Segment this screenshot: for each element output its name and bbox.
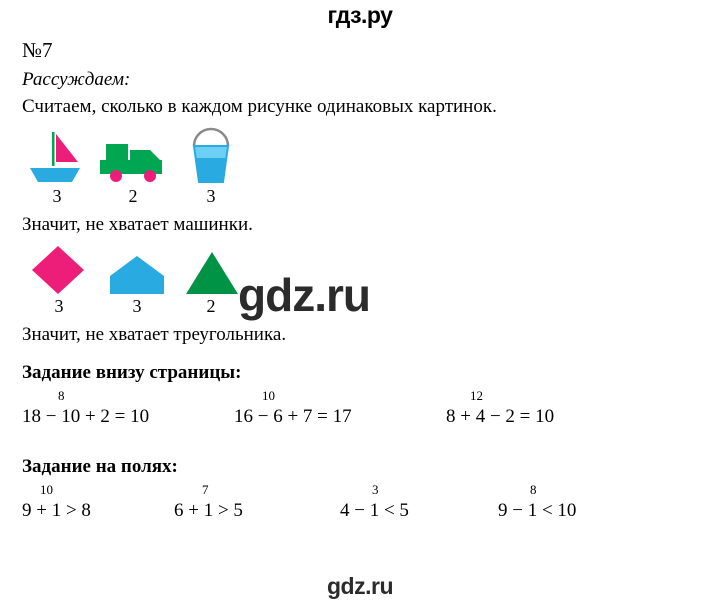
count-bucket: 3 bbox=[206, 186, 216, 206]
intro-text: Считаем, сколько в каждом рисунке одинаковых картинок. bbox=[22, 96, 497, 117]
count-boat: 3 bbox=[52, 186, 62, 206]
bottom-note-3: 12 bbox=[470, 388, 483, 403]
bucket-icon bbox=[186, 124, 236, 186]
margin-eq-4: 9 − 1 < 10 bbox=[498, 500, 577, 521]
bottom-section-title: Задание внизу страницы: bbox=[22, 362, 242, 383]
boat-icon bbox=[26, 128, 84, 186]
count-rhombus: 3 bbox=[54, 296, 64, 316]
reasoning-label: Рассуждаем: bbox=[22, 69, 131, 90]
watermark: gdz.ru bbox=[238, 269, 370, 321]
count-pentagon: 3 bbox=[132, 296, 142, 316]
margin-section-title: Задание на полях: bbox=[22, 456, 178, 477]
rhombus-icon bbox=[30, 244, 86, 296]
task-number: №7 bbox=[22, 38, 53, 62]
conclusion-1: Значит, не хватает машинки. bbox=[22, 214, 253, 235]
conclusion-2: Значит, не хватает треугольника. bbox=[22, 324, 287, 345]
margin-eq-3: 4 − 1 < 5 bbox=[340, 500, 409, 521]
bottom-eq-2: 16 − 6 + 7 = 17 bbox=[234, 406, 352, 427]
site-logo-top: гдз.ру bbox=[327, 2, 393, 28]
picture-group-1 bbox=[22, 124, 702, 186]
bottom-section-equations bbox=[22, 388, 702, 434]
counts-group-1 bbox=[22, 186, 702, 212]
truck-icon bbox=[98, 136, 168, 186]
count-triangle: 2 bbox=[206, 296, 216, 316]
margin-section-equations bbox=[22, 482, 702, 528]
bottom-note-1: 8 bbox=[58, 388, 65, 403]
margin-eq-1: 9 + 1 > 8 bbox=[22, 500, 91, 521]
triangle-icon bbox=[184, 250, 240, 296]
margin-eq-2: 6 + 1 > 5 bbox=[174, 500, 243, 521]
pentagon-icon bbox=[108, 254, 166, 296]
margin-note-2: 7 bbox=[202, 482, 209, 497]
bottom-eq-1: 18 − 10 + 2 = 10 bbox=[22, 406, 150, 427]
bottom-eq-3: 8 + 4 − 2 = 10 bbox=[446, 406, 555, 427]
margin-note-1: 10 bbox=[40, 482, 53, 497]
bottom-note-2: 10 bbox=[262, 388, 275, 403]
count-truck: 2 bbox=[128, 186, 138, 206]
site-logo-bottom: gdz.ru bbox=[327, 573, 393, 599]
margin-note-4: 8 bbox=[530, 482, 537, 497]
margin-note-3: 3 bbox=[372, 482, 379, 497]
